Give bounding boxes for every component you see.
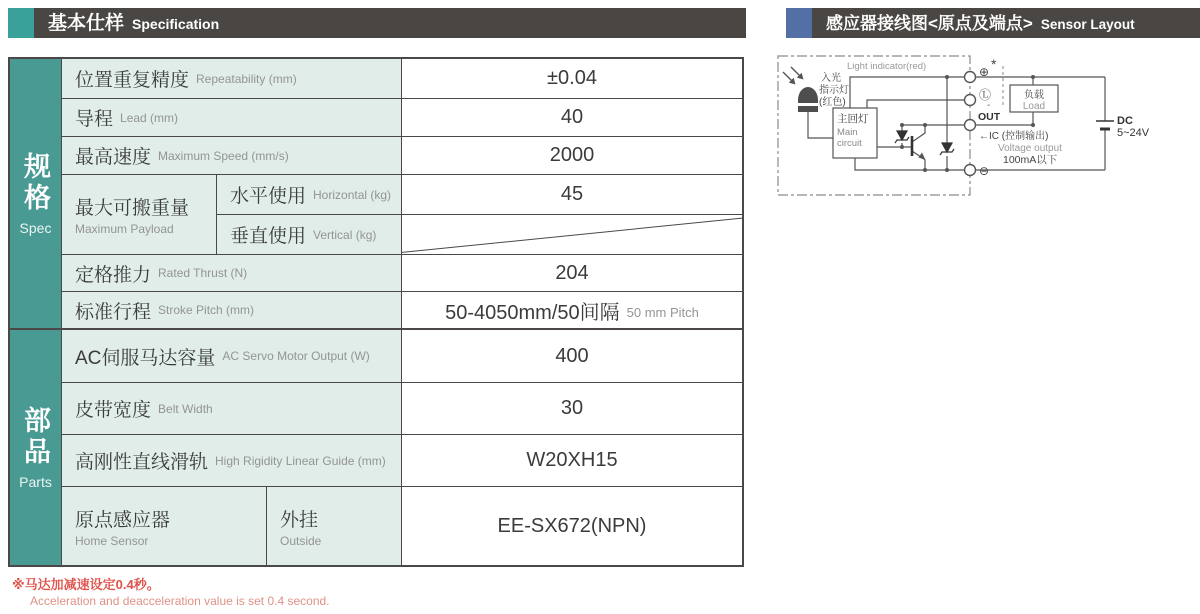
load-label-en: Load <box>1022 101 1046 112</box>
row-payload-vertical-value-na <box>402 215 742 255</box>
row-max-speed-label <box>62 137 402 175</box>
label-cn: 导程 <box>75 109 114 130</box>
main-circuit-label-en1: Main <box>837 127 858 138</box>
row-belt-value: 30 <box>402 383 742 435</box>
group-spec-label-cn: 规格 <box>20 151 50 214</box>
spec-section-header <box>8 8 746 38</box>
row-home-sensor-label <box>62 487 267 565</box>
footnote <box>12 576 330 609</box>
label-cn: 定格推力 <box>75 264 152 286</box>
sensor-header-bar <box>812 8 1200 38</box>
current-limit-label: 100mA以下 <box>1003 154 1058 166</box>
light-cn-line1: 入光 <box>821 73 841 84</box>
terminal-star-note: * <box>991 56 997 72</box>
row-thrust-value: 204 <box>402 255 742 292</box>
row-payload-horizontal-value: 45 <box>402 175 742 215</box>
footnote-cn: ※马达加减速设定0.4秒。 <box>12 577 160 592</box>
row-home-sensor-value: EE-SX672(NPN) <box>402 487 742 565</box>
row-motor-label <box>62 330 402 383</box>
row-payload-vertical-label <box>217 215 402 255</box>
terminal-l-point <box>965 95 976 106</box>
sensor-header-title-cn: 感应器接线图<原点及端点> <box>826 14 1033 33</box>
spec-table <box>8 57 744 567</box>
label-cn: 皮带宽度 <box>75 400 152 421</box>
label-cn: 标准行程 <box>75 301 152 323</box>
main-circuit-label-en2: circuit <box>837 138 862 149</box>
group-spec <box>10 59 62 330</box>
spec-header-bar <box>34 8 746 38</box>
terminal-minus-point <box>965 165 976 176</box>
footnote-en: Acceleration and deacceleration value is set 0.4 second. <box>30 594 330 608</box>
zener-diode-icon <box>895 131 909 143</box>
terminal-l-dash: - <box>987 100 991 111</box>
light-cn-line3: (红色) <box>819 97 846 108</box>
sensor-section-header <box>786 8 1200 38</box>
label-cn: 最大可搬重量 <box>75 198 190 219</box>
label-cn: 位置重复精度 <box>75 70 190 91</box>
row-lead-value: 40 <box>402 99 742 137</box>
row-stroke-label <box>62 292 402 330</box>
row-max-speed-value: 2000 <box>402 137 742 175</box>
voltage-output-label: Voltage output <box>998 143 1062 154</box>
dc-label: DC <box>1117 115 1133 127</box>
terminal-out-label: OUT <box>978 111 1001 123</box>
na-diagonal-line <box>402 215 742 254</box>
ic-control-output-label: ←IC (控制输出) <box>979 131 1049 142</box>
dc-range-label: 5~24V <box>1117 127 1150 139</box>
row-thrust-label <box>62 255 402 292</box>
terminal-plus-symbol: ⊕ <box>979 65 990 79</box>
row-lead-label <box>62 99 402 137</box>
row-guide-value: W20XH15 <box>402 435 742 487</box>
group-parts-label-en: Parts <box>19 473 52 490</box>
dc-battery-icon <box>1096 121 1114 129</box>
label-en: Maximum Payload <box>75 222 174 236</box>
label-en: High Rigidity Linear Guide (mm) <box>215 453 386 468</box>
row-belt-label <box>62 383 402 435</box>
label-en: AC Servo Motor Output (W) <box>222 349 370 363</box>
spec-header-title-en: Specification <box>132 16 220 32</box>
row-payload-label <box>62 175 217 255</box>
load-label-cn: 负载 <box>1024 90 1044 101</box>
light-cn-line2: 指示灯 <box>819 85 849 96</box>
sensor-header-title-en: Sensor Layout <box>1040 17 1135 32</box>
terminal-l-symbol: Ⓛ <box>979 88 992 102</box>
label-en: Horizontal (kg) <box>313 187 392 202</box>
label-en: Rated Thrust (N) <box>158 266 248 280</box>
row-home-sensor-outside-label <box>267 487 402 565</box>
label-cn: 水平使用 <box>230 186 307 207</box>
label-cn: 垂直使用 <box>230 226 307 247</box>
row-guide-label <box>62 435 402 487</box>
npn-transistor-icon <box>912 136 926 160</box>
label-en: Vertical (kg) <box>313 227 377 242</box>
terminal-plus-point <box>965 72 976 83</box>
led-icon <box>798 87 818 112</box>
label-en: Stroke Pitch (mm) <box>158 303 255 317</box>
label-cn: AC伺服马达容量 <box>75 347 216 369</box>
main-circuit-label-cn: 主回灯 <box>837 113 869 125</box>
label-en: Lead (mm) <box>120 110 179 125</box>
row-payload-horizontal-label <box>217 175 402 215</box>
label-en: Belt Width <box>158 401 213 416</box>
group-spec-label-en: Spec <box>19 219 52 236</box>
terminal-minus-symbol: ⊖ <box>979 164 990 178</box>
row-repeatability-value: ±0.04 <box>402 59 742 99</box>
row-stroke-value: 50-4050mm/50间隔 50 mm Pitch <box>402 292 742 330</box>
label-cn: 最高速度 <box>75 147 152 168</box>
zener-diode-icon <box>940 143 954 155</box>
row-motor-value: 400 <box>402 330 742 383</box>
blue-accent-square <box>786 8 812 38</box>
teal-accent-square <box>8 8 34 38</box>
label-cn: 外挂 <box>280 509 319 531</box>
group-parts-label-cn: 部品 <box>20 405 50 468</box>
light-ray-arrows-icon <box>783 67 803 84</box>
label-cn: 原点感应器 <box>75 509 171 531</box>
row-repeatability-label <box>62 59 402 99</box>
sensor-wiring-diagram <box>775 50 1175 200</box>
group-parts <box>10 330 62 565</box>
label-en: Home Sensor <box>75 533 149 548</box>
label-en: Outside <box>280 533 322 548</box>
light-indicator-label: Light indicator(red) <box>847 61 927 72</box>
spec-header-title-cn: 基本仕样 <box>48 13 125 34</box>
label-en: Repeatability (mm) <box>196 71 297 86</box>
label-en: Maximum Speed (mm/s) <box>158 148 289 163</box>
terminal-out-point <box>965 120 976 131</box>
label-cn: 高刚性直线滑轨 <box>75 452 209 473</box>
